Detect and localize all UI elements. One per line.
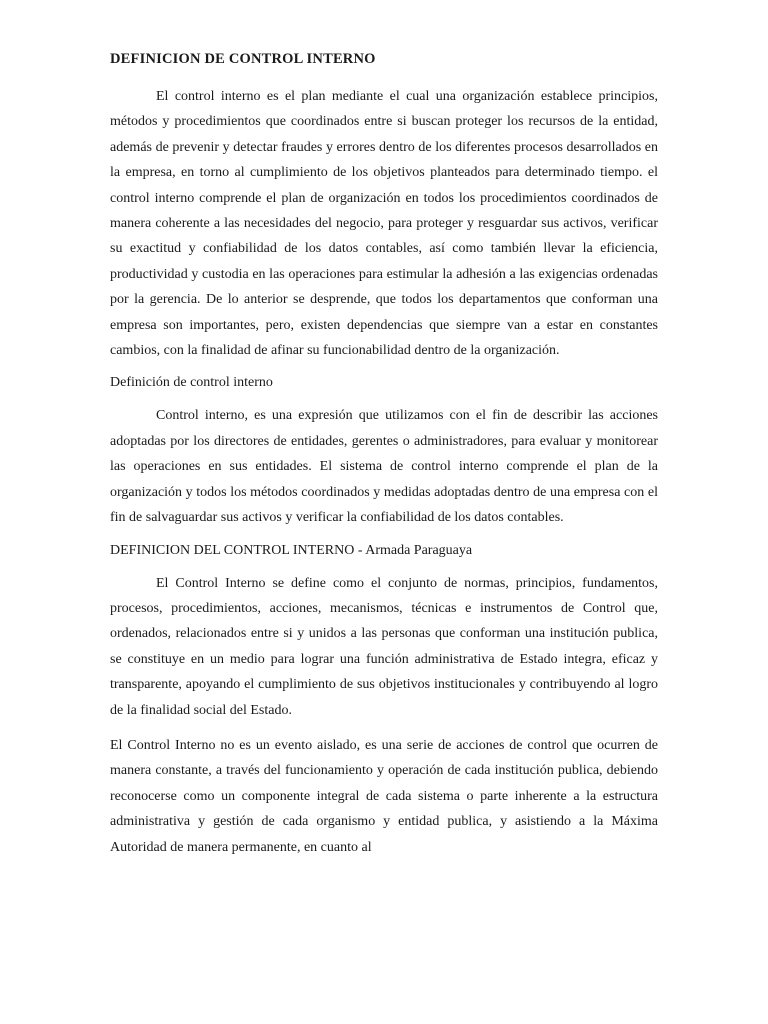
- paragraph-definition: El control interno es el plan mediante el cual una organización establece principios, métodos y procedimientos que coordinados entre si buscan proteger los recursos de la entidad, además de prevenir y detectar fraudes y errores dentro de los diferentes procesos desarrollados en la empresa, en torno al cumplimiento de los objetivos planteados para determinado tiempo. el control interno comprende el plan de organización en todos los procedimientos coordinados de manera coherente a las necesidades del negocio, para proteger y resguardar sus activos, verificar su exactitud y confiabilidad de los datos contables, así como también llevar la eficiencia, productividad y custodia en las operaciones para estimular la adhesión a las exigencias ordenadas por la gerencia. De lo anterior se desprende, que todos los departamentos que conforman una empresa son importantes, pero, existen dependencias que siempre van a estar en constantes cambios, con la finalidad de afinar su funcionabilidad dentro de la organización.: [110, 89, 658, 359]
- document-page: [110, 48, 658, 860]
- subheading-definicion: Definición de control interno: [110, 375, 273, 391]
- subheading-armada: DEFINICION DEL CONTROL INTERNO - Armada Paraguaya: [110, 542, 473, 558]
- paragraph-expression: Control interno, es una expresión que utilizamos con el fin de describir las acciones adoptadas por los directores de entidades, gerentes o administradores, para evaluar y monitorear las operaciones en sus entidades. El sistema de control interno comprende el plan de la organización y todos los métodos coordinados y medidas adoptadas dentro de una empresa con el fin de salvaguardar sus activos y verificar la confiabilidad de los datos contables.: [110, 408, 658, 526]
- document-title: DEFINICION DE CONTROL INTERNO: [110, 51, 376, 67]
- paragraph-norms: El Control Interno se define como el conjunto de normas, principios, fundamentos, procesos, procedimientos, acciones, mecanismos, técnicas e instrumentos de Control que, ordenados, relacionados entre si y unidos a las personas que conforman una institución publica, se constituye en un medio para lograr una función administrativa de Estado integra, eficaz y transparente, apoyando el cumplimiento de sus objetivos institucionales y contribuyendo al logro de la finalidad social del Estado.: [110, 575, 658, 718]
- paragraph-not-isolated: El Control Interno no es un evento aislado, es una serie de acciones de control que ocurren de manera constante, a través del funcionamiento y operación de cada institución publica, debiendo reconocerse como un componente integral de cada sistema o parte inherente a la estructura administrativa y gestión de cada organismo y entidad publica, y asistiendo a la Máxima Autoridad de manera permanente, en cuanto al: [110, 737, 658, 855]
